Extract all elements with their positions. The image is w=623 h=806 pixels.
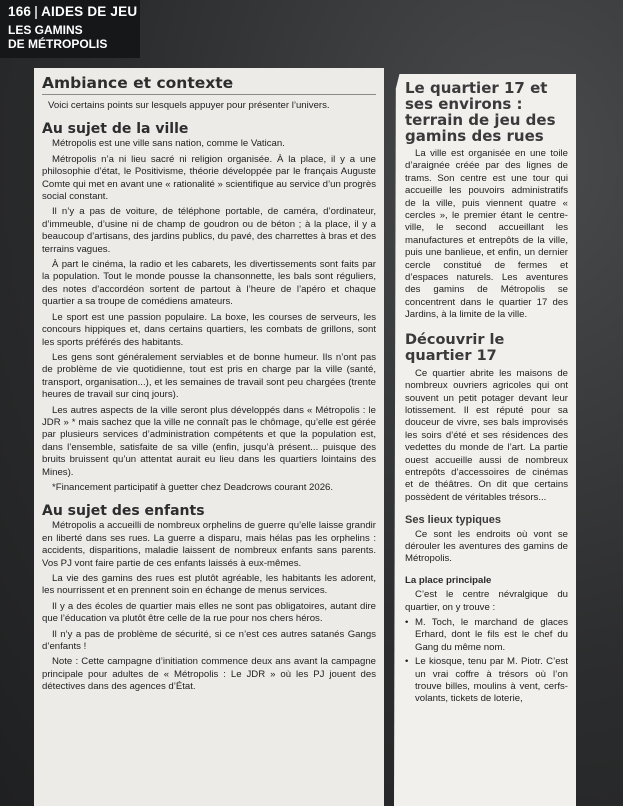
- ville-paragraph: Le sport est une passion populaire. La boxe, les courses de serveurs, les concours hippiques et, dans certains quartiers, les combats de grillons, sont les sports préférés des habitants.: [42, 311, 376, 348]
- page-number: 166: [8, 4, 32, 19]
- enfants-heading: Au sujet des enfants: [42, 503, 205, 520]
- sidebar-place-heading: La place principale: [405, 574, 492, 586]
- header-separator: |: [34, 4, 39, 19]
- ville-paragraph: À part le cinéma, la radio et les cabarets, les divertissements sont faits par la population. Tout le monde pousse la chansonnette, les bals sont réguliers, des notes d’accordéon sortent de partout à l’heure de l’apéro et chaque quartier a sa troupe de comédiens amateurs.: [42, 259, 376, 308]
- section-title: Ambiance et contexte: [42, 74, 376, 95]
- intro-paragraph: Voici certains points sur lesquels appuyer pour présenter l’univers.: [48, 100, 330, 111]
- sidebar-paragraph: Ce quartier abrite les maisons de nombreux ouvriers agricoles qui ont souvent un petit potager devant leur lotissement. Il est réputé pour sa douceur de vivre, ses bals improvisés les soirs d’été et ses résidences des vedettes du monde de l’art. La partie ouest accueille aussi de nombreux entrepôts d’accessoires de cinémas et de théâtres. On dit que certains possèdent de véritables trésors...: [405, 367, 568, 503]
- ville-paragraph: Métropolis est une ville sans nation, comme le Vatican.: [52, 138, 285, 150]
- header-title: [8, 4, 148, 19]
- list-item: • Le kiosque, tenu par M. Piotr. C’est un vrai coffre à trésors où l’on trouve billes, moulins à vent, cerfs-volants, tickets de loterie,: [405, 656, 568, 706]
- subtitle-line-2: DE MÉTROPOLIS: [8, 37, 108, 51]
- ville-heading: Au sujet de la ville: [42, 121, 189, 138]
- list-item: • M. Toch, le marchand de glaces Erhard, dont le fils est le chef du Gang du même nom.: [405, 617, 568, 654]
- enfants-paragraph: Il y a des écoles de quartier mais elles ne sont pas obligatoires, autant dire que l’éducation va plutôt être celle de la rue pour nos chers héros.: [42, 600, 376, 625]
- main-column: [42, 74, 376, 697]
- sidebar-paragraph: C’est le centre névralgique du quartier, on y trouve :: [405, 589, 568, 613]
- note-paragraph: Note : Cette campagne d’initiation commence deux ans avant la campagne principale pour adultes de « Métropolis : Le JDR » où les PJ jouent des détectives dans des agences d’État.: [42, 656, 376, 693]
- subtitle-line-1: LES GAMINS: [8, 23, 83, 37]
- sidebar-lieux-heading: Ses lieux typiques: [405, 514, 501, 527]
- ville-paragraph: Les gens sont généralement serviables et de bonne humeur. Ils n’ont pas de problème de vie quotidienne, tout est pris en charge par la ville (santé, transport, organisation...), et les semaines de travail sont peu chargées (trente heures de travail sur cinq jours).: [42, 351, 376, 401]
- sidebar-title: Le quartier 17 et ses environs : terrain de jeu des gamins des rues: [405, 79, 556, 145]
- footnote: *Financement participatif à guetter chez Deadcrows courant 2026.: [52, 481, 334, 493]
- enfants-paragraph: La vie des gamins des rues est plutôt agréable, les habitants les adorent, les nourrissent et en prennent soin en échange de menus services.: [42, 573, 376, 597]
- sidebar-paragraph: La ville est organisée en une toile d’araignée créée par des lignes de trams. Son centre est une tour qui accueille les pouvoirs administratifs de la ville, puis viennent quatre « cercles », le premier étant le centre-ville, le second accueillant les manufactures et entrepôts de la ville, puis une banlieue, et enfin, un dernier cercle constitué de fermes et d’espaces naturels. Les aventures des gamins de Métropolis se concentrent dans le quartier 17 des Jardins, à la limite de la ville.: [405, 148, 568, 321]
- sidebar-column: [405, 80, 568, 708]
- ville-paragraph: Les autres aspects de la ville seront plus développés dans « Métropolis : le JDR » * mais sachez que la ville ne connaît pas le chômage, qu’elle est gérée par plusieurs services d’administration compétents et que la population est, dans l’ensemble, satisfaite de sa ville (enfin, jusqu’à présent... puisque des bruits bruissent qu’un attentat aurait eu lieu dans les quartiers lointains des Mines).: [42, 404, 376, 478]
- sidebar-bullet-list: [405, 617, 568, 706]
- chapter-title: AIDES DE JEU: [41, 4, 138, 19]
- enfants-paragraph: Métropolis a accueilli de nombreux orphelins de guerre qu’elle laisse grandir en liberté dans ses rues. La guerre a disparu, mais hélas pas les orphelins : accidents, disparitions, maladie laissent de nombreux enfants sans parents. Vos PJ vont faire partie de ces enfants laissés à eux-mêmes.: [42, 520, 376, 569]
- sidebar-subtitle: Découvrir le quartier 17: [405, 331, 505, 364]
- sidebar-paragraph: Ce sont les endroits où vont se dérouler les aventures des gamins de Métropolis.: [405, 528, 568, 565]
- enfants-paragraph: Il n’y a pas de problème de sécurité, si ce n’est ces autres satanés Gangs d’enfants !: [42, 628, 376, 653]
- ville-paragraph: Il n’y a pas de voiture, de téléphone portable, de caméra, d’ordinateur, d’immeuble, d’usine ni de champ de goudron ou de béton ; à la place, il y a beaucoup d’artisans, des jardins publics, du pavé, des charrettes à bras et des terrains vagues.: [42, 206, 376, 255]
- header-subtitle: [8, 23, 138, 51]
- ville-paragraph: Métropolis n’a ni lieu sacré ni religion organisée. À la place, il y a une philosophie d’état, le Positivisme, théorie développée par le français Auguste Comte qui met en avant une « rationalité » scientifique au service d’un progrès social constant.: [42, 153, 376, 203]
